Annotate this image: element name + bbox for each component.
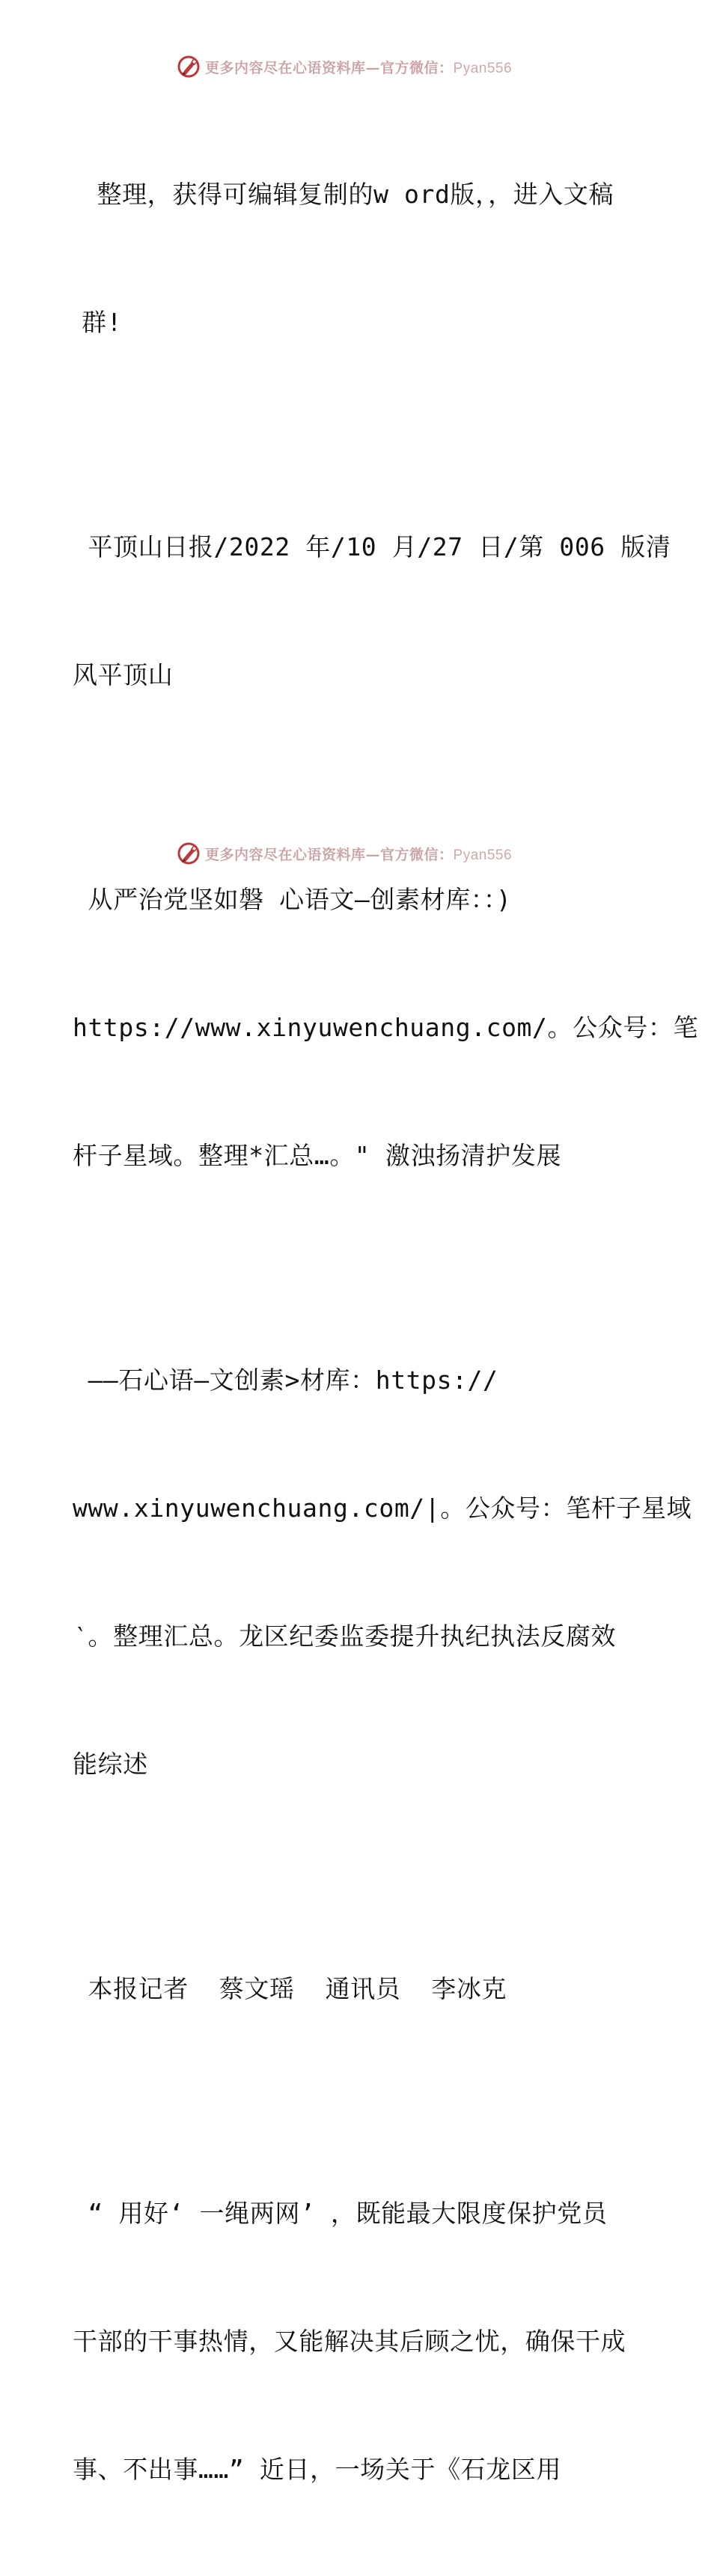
- watermark-text: 更多内容尽在心语资料库—官方微信：Pyan556: [205, 59, 513, 76]
- text-line: 整理，获得可编辑复制的w ord版，，进入文稿: [82, 180, 614, 209]
- text-line: 能综述: [73, 1750, 148, 1779]
- paragraph-body: [73, 2107, 641, 2576]
- text-line: 本报记者 蔡文瑶 通讯员 李冰克: [73, 1974, 507, 2003]
- footer-watermark-banner: [177, 840, 512, 867]
- pen-logo-icon: [177, 55, 201, 79]
- text-line: “ 用好‘ 一绳两网’ ，既能最大限度保护党员: [73, 2199, 608, 2228]
- text-line: 平顶山日报/2022 年/10 月/27 日/第 006 版清: [73, 532, 671, 561]
- text-line: 干部的干事热情，又能解决其后顾之忧，确保干成: [73, 2327, 626, 2356]
- paragraph-byline: [73, 1882, 641, 2095]
- text-line: 群!: [82, 308, 123, 337]
- watermark-wechat-id: Pyan556: [453, 60, 513, 76]
- text-line: ‵。整理汇总。龙区纪委监委提升执纪执法反腐效: [73, 1622, 617, 1651]
- text-line: 风平顶山: [73, 660, 174, 689]
- watermark-wechat-id: Pyan556: [453, 847, 513, 863]
- pen-logo-icon: [177, 841, 201, 865]
- text-line: 杆子星域。整理*汇总…。" 激浊扬清护发展: [73, 1141, 562, 1170]
- text-line: 事、不出事……” 近日，一场关于《石龙区用: [73, 2455, 562, 2484]
- document-body: [73, 88, 699, 2576]
- text-line: ——石心语—文创素>材库：https://: [73, 1365, 498, 1395]
- text-line: https://www.xinyuwenchuang.com/。公众号：笔: [73, 1013, 699, 1042]
- text-line: 从严治党坚如磐 心语文—创素材库：：): [73, 885, 512, 914]
- paragraph-intro: [73, 88, 641, 429]
- watermark-text: 更多内容尽在心语资料库—官方微信：Pyan556: [205, 846, 513, 863]
- text-line: www.xinyuwenchuang.com/|。公众号：笔杆子星域: [73, 1493, 692, 1523]
- header-watermark-banner: [177, 53, 512, 80]
- paragraph-subheadline: [73, 1273, 692, 1871]
- paragraph-source: [73, 440, 671, 782]
